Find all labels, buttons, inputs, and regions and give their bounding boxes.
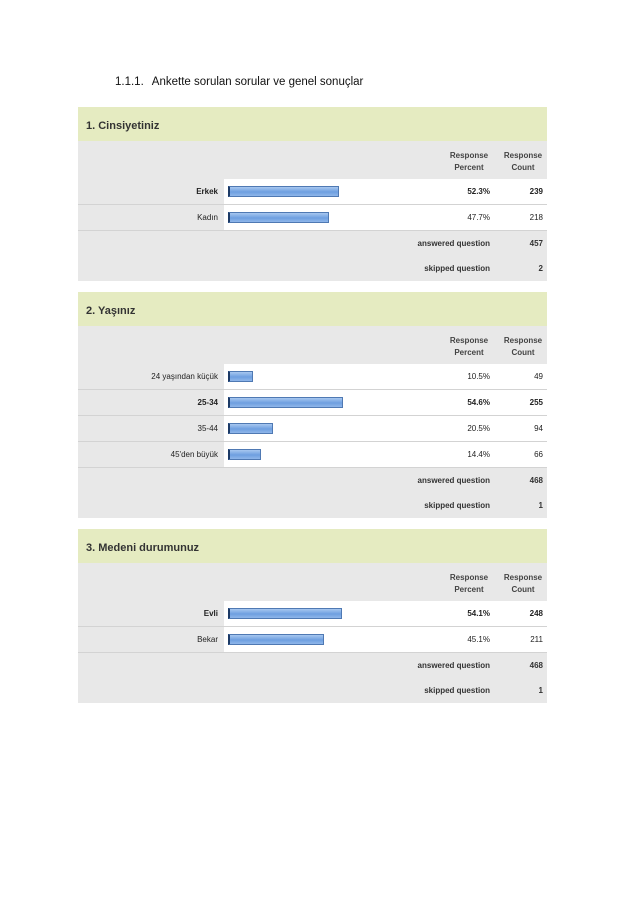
- response-bar: [228, 186, 339, 197]
- answer-cell: [224, 442, 547, 467]
- percent-header: Response Percent: [449, 336, 489, 357]
- percent-header: Response Percent: [449, 573, 489, 594]
- count-header: Response Count: [503, 151, 543, 172]
- question-title: 2. Yaşınız: [78, 292, 547, 326]
- answer-cell: [224, 205, 547, 230]
- answered-row: [78, 467, 547, 493]
- response-bar: [228, 634, 324, 645]
- response-percent: 45.1%: [467, 635, 490, 644]
- response-bar: [228, 371, 253, 382]
- skipped-row: [78, 678, 547, 703]
- answer-label: 35-44: [197, 424, 218, 433]
- answer-row: [78, 626, 547, 652]
- answer-cell: [224, 601, 547, 626]
- response-bar: [228, 449, 261, 460]
- answered-label: answered question: [417, 661, 490, 670]
- count-header: Response Count: [503, 573, 543, 594]
- answer-row: [78, 179, 547, 204]
- response-count: 248: [529, 609, 543, 618]
- skipped-value: 1: [538, 501, 543, 510]
- answer-cell: [224, 416, 547, 441]
- survey-question-2: [78, 292, 547, 518]
- section-heading: [115, 76, 363, 88]
- response-percent: 52.3%: [467, 187, 490, 196]
- survey-question-3: [78, 529, 547, 703]
- section-number: 1.1.1.: [115, 76, 144, 88]
- section-title: Ankette sorulan sorular ve genel sonuçlar: [151, 76, 364, 88]
- skipped-label: skipped question: [424, 501, 490, 510]
- response-count: 255: [529, 398, 543, 407]
- skipped-label: skipped question: [424, 686, 490, 695]
- response-count: 211: [530, 635, 543, 644]
- response-bar: [228, 608, 342, 619]
- answer-label: Erkek: [196, 187, 218, 196]
- answer-row: [78, 364, 547, 389]
- answered-label: answered question: [417, 239, 490, 248]
- response-count: 239: [529, 187, 543, 196]
- answer-label: Kadın: [197, 213, 218, 222]
- response-percent: 54.1%: [467, 609, 490, 618]
- answered-value: 457: [529, 239, 543, 248]
- response-bar: [228, 397, 343, 408]
- answer-cell: [224, 364, 547, 389]
- response-count: 218: [529, 213, 543, 222]
- answer-label: 25-34: [197, 398, 218, 407]
- answer-cell: [224, 179, 547, 204]
- answered-value: 468: [529, 476, 543, 485]
- column-headers: [78, 326, 547, 364]
- answered-value: 468: [529, 661, 543, 670]
- answer-label: Evli: [203, 609, 218, 618]
- response-percent: 14.4%: [467, 450, 490, 459]
- response-percent: 10.5%: [467, 372, 490, 381]
- survey-question-1: [78, 107, 547, 281]
- question-title: 3. Medeni durumunuz: [78, 529, 547, 563]
- skipped-row: [78, 256, 547, 281]
- answer-label: 45'den büyük: [170, 450, 218, 459]
- answer-row: [78, 415, 547, 441]
- answered-row: [78, 230, 547, 256]
- response-percent: 54.6%: [467, 398, 490, 407]
- response-percent: 20.5%: [467, 424, 490, 433]
- answer-label: Bekar: [197, 635, 218, 644]
- answer-row: [78, 601, 547, 626]
- count-header: Response Count: [503, 336, 543, 357]
- answer-row: [78, 204, 547, 230]
- skipped-value: 1: [538, 686, 543, 695]
- response-bar: [228, 423, 273, 434]
- skipped-value: 2: [538, 264, 543, 273]
- question-title: 1. Cinsiyetiniz: [78, 107, 547, 141]
- answer-label: 24 yaşından küçük: [151, 372, 218, 381]
- skipped-row: [78, 493, 547, 518]
- response-count: 66: [534, 450, 543, 459]
- percent-header: Response Percent: [449, 151, 489, 172]
- response-count: 49: [534, 372, 543, 381]
- column-headers: [78, 563, 547, 601]
- response-bar: [228, 212, 329, 223]
- answered-row: [78, 652, 547, 678]
- answer-cell: [224, 627, 547, 652]
- answer-row: [78, 441, 547, 467]
- response-count: 94: [534, 424, 543, 433]
- answer-row: [78, 389, 547, 415]
- skipped-label: skipped question: [424, 264, 490, 273]
- answer-cell: [224, 390, 547, 415]
- answered-label: answered question: [417, 476, 490, 485]
- column-headers: [78, 141, 547, 179]
- response-percent: 47.7%: [467, 213, 490, 222]
